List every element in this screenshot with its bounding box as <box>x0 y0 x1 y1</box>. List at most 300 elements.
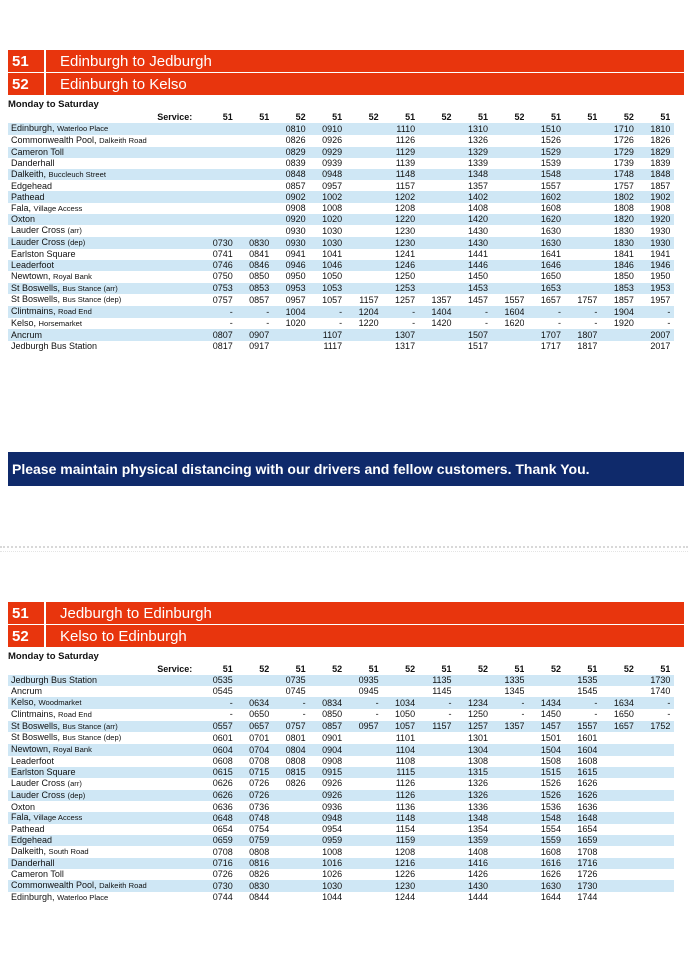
service-number: 52 <box>550 664 561 675</box>
departure-time: 1608 <box>540 846 561 857</box>
stop-label: Clintmains, <box>11 306 56 317</box>
departure-time: 1908 <box>650 203 671 214</box>
departure-time: 0826 <box>285 135 306 146</box>
departure-time <box>342 835 378 846</box>
departure-time: 0815 <box>269 767 305 778</box>
departure-time: 1752 <box>634 721 670 733</box>
departure-time: - <box>342 697 378 709</box>
service-number: 51 <box>259 112 270 123</box>
departure-time: 1557 <box>561 721 597 733</box>
departure-time <box>342 744 378 756</box>
departure-time: 1757 <box>577 294 598 305</box>
route-header-row <box>8 602 684 625</box>
departure-time: - <box>306 306 342 318</box>
departure-time: 0920 <box>269 214 305 225</box>
departure-time <box>196 203 232 215</box>
departure-time: 1526 <box>524 790 560 802</box>
departure-time <box>415 214 451 225</box>
departure-time: 1050 <box>395 709 416 720</box>
departure-time: 1557 <box>504 294 525 305</box>
departure-time <box>415 180 451 191</box>
departure-time: 1802 <box>597 191 633 202</box>
departure-time <box>488 203 524 215</box>
departure-time <box>488 271 524 283</box>
departure-time: 1408 <box>467 203 489 214</box>
departure-time: 0926 <box>322 135 343 146</box>
departure-time: 1041 <box>322 248 343 259</box>
departure-time: 1304 <box>452 744 488 756</box>
departure-time <box>269 790 305 802</box>
departure-time: 1148 <box>379 812 415 824</box>
departure-time <box>415 744 451 756</box>
departure-time <box>269 341 305 352</box>
departure-time <box>597 812 633 824</box>
departure-time <box>342 191 378 202</box>
departure-time <box>488 892 524 904</box>
departure-time <box>488 191 524 202</box>
departure-time: 1326 <box>452 790 488 802</box>
departure-time: - <box>229 709 233 720</box>
departure-time: 0808 <box>285 755 306 766</box>
departure-time: 1315 <box>452 767 488 778</box>
departure-time: 0948 <box>306 169 342 181</box>
departure-time: - <box>339 318 343 329</box>
departure-time: 1830 <box>597 237 633 249</box>
departure-time <box>342 147 378 158</box>
departure-time <box>561 180 597 191</box>
departure-time: 0902 <box>269 191 305 202</box>
departure-time: 1539 <box>540 157 561 168</box>
departure-time: - <box>269 697 305 709</box>
stop-label: Newtown, <box>11 744 51 755</box>
departure-time <box>488 341 524 352</box>
departure-time: 1657 <box>540 294 561 305</box>
departure-time: 1739 <box>613 157 634 168</box>
departure-time: 0746 <box>196 260 232 271</box>
departure-time <box>269 329 305 340</box>
departure-time: 1657 <box>597 721 633 733</box>
departure-time <box>597 858 633 869</box>
table-row <box>8 147 674 158</box>
route-header-row <box>8 73 684 95</box>
departure-time: 0957 <box>322 180 343 191</box>
stop-detail: Buccleuch Street <box>48 169 106 179</box>
departure-time <box>415 801 451 812</box>
departure-time <box>488 858 524 869</box>
stop-name <box>8 169 196 181</box>
departure-time: 0716 <box>196 858 232 869</box>
departure-time: 1145 <box>432 686 452 697</box>
table-row <box>8 686 674 697</box>
departure-time <box>561 225 597 237</box>
departure-time <box>488 135 524 147</box>
departure-time <box>233 686 269 697</box>
departure-time: 1826 <box>650 135 671 146</box>
departure-time: 1326 <box>467 778 489 789</box>
departure-time <box>597 801 633 812</box>
departure-time <box>233 675 269 686</box>
departure-time: 1654 <box>577 824 598 835</box>
departure-time <box>415 237 451 249</box>
departure-time: 1257 <box>395 294 416 305</box>
operating-days: Monday to Saturday <box>8 99 99 110</box>
departure-time: 1434 <box>524 697 560 709</box>
departure-time: 1946 <box>634 260 670 271</box>
table-row <box>8 191 674 202</box>
departure-time: 1820 <box>597 214 633 225</box>
departure-time: 1230 <box>395 225 416 236</box>
departure-time: 1246 <box>379 260 415 271</box>
departure-time: 1526 <box>540 778 561 789</box>
departure-time <box>379 675 415 686</box>
departure-time: 1104 <box>379 744 415 756</box>
departure-time <box>488 214 524 225</box>
departure-time: 1202 <box>379 191 415 202</box>
departure-time <box>415 158 451 169</box>
stop-label: Lauder Cross <box>11 789 66 800</box>
departure-time: 1507 <box>452 329 488 340</box>
departure-time <box>488 778 524 790</box>
departure-time: 1601 <box>577 732 598 743</box>
stop-name <box>8 880 196 892</box>
departure-time <box>634 767 670 778</box>
departure-time <box>415 329 451 340</box>
departure-time <box>488 283 524 295</box>
departure-time <box>342 329 378 340</box>
departure-time: 1441 <box>467 248 489 259</box>
route-name: Kelso to Edinburgh <box>60 627 187 645</box>
departure-time: 1226 <box>395 869 416 880</box>
departure-time <box>415 880 451 892</box>
departure-time <box>561 271 597 283</box>
departure-time: - <box>196 697 232 709</box>
departure-time <box>634 756 670 767</box>
table-row <box>8 846 674 858</box>
departure-time: 1510 <box>524 123 560 135</box>
departure-time: 0648 <box>196 812 232 824</box>
table-row <box>8 318 674 330</box>
departure-time: 1317 <box>395 340 416 351</box>
departure-time <box>452 686 488 697</box>
departure-time <box>342 225 378 237</box>
table-row <box>8 824 674 835</box>
stop-label: Earlston Square <box>11 248 76 259</box>
departure-time: 1648 <box>561 812 597 824</box>
departure-time: 0834 <box>306 697 342 709</box>
departure-time: 1726 <box>577 869 598 880</box>
departure-time: 1853 <box>597 283 633 295</box>
departure-time: 1020 <box>285 318 306 329</box>
departure-time <box>269 835 305 846</box>
departure-time: 1326 <box>467 135 489 146</box>
departure-time: - <box>415 697 451 709</box>
departure-time <box>597 767 633 778</box>
departure-time: 1357 <box>467 180 489 191</box>
departure-time: 1508 <box>540 755 561 766</box>
service-number: 52 <box>405 664 416 675</box>
departure-time: 1830 <box>613 225 634 236</box>
departure-time: - <box>561 697 597 709</box>
departure-time <box>269 812 305 824</box>
departure-time: - <box>667 318 671 329</box>
service-number: 51 <box>660 664 671 675</box>
route-number: 52 <box>8 73 46 95</box>
departure-time: 1930 <box>634 237 670 249</box>
departure-time <box>561 158 597 169</box>
departure-time <box>415 225 451 237</box>
stop-name <box>8 123 196 135</box>
timetable-inbound <box>8 664 674 904</box>
departure-time: - <box>412 318 416 329</box>
table-row <box>8 756 674 767</box>
departure-time: 0634 <box>233 697 269 709</box>
stop-name <box>8 214 196 225</box>
departure-time <box>342 880 378 892</box>
departure-time: 1848 <box>634 169 670 181</box>
departure-time: 0701 <box>249 732 270 743</box>
departure-time: 1157 <box>359 294 379 305</box>
departure-time: 1308 <box>467 755 489 766</box>
departure-time: 0850 <box>249 271 270 282</box>
departure-time: 0935 <box>342 675 378 686</box>
departure-time: 1626 <box>561 790 597 802</box>
stop-name <box>8 341 196 352</box>
departure-time <box>488 169 524 181</box>
departure-time: 1046 <box>306 260 342 271</box>
departure-time <box>488 824 524 835</box>
table-row <box>8 835 674 846</box>
departure-time <box>561 191 597 202</box>
service-number: 51 <box>660 112 671 123</box>
departure-time: 1050 <box>322 271 343 282</box>
departure-time <box>233 123 269 135</box>
departure-time: 1148 <box>379 169 415 181</box>
departure-time <box>415 341 451 352</box>
departure-time: 0626 <box>212 778 233 789</box>
route-header-row <box>8 625 684 647</box>
stop-label: Lauder Cross <box>11 777 66 788</box>
departure-time: 1559 <box>524 835 560 846</box>
departure-time <box>561 123 597 135</box>
departure-time: 1430 <box>467 225 489 236</box>
table-row <box>8 180 674 191</box>
departure-time: - <box>667 709 671 720</box>
departure-time: 1839 <box>650 157 671 168</box>
departure-time: 1829 <box>634 147 670 158</box>
departure-time <box>415 767 451 778</box>
table-row <box>8 237 674 249</box>
departure-time: 1517 <box>467 340 489 351</box>
departure-time: - <box>229 318 233 329</box>
stop-detail: Dalkeith Road <box>99 135 147 145</box>
departure-time: 1748 <box>597 169 633 181</box>
table-row <box>8 767 674 778</box>
departure-time: 0826 <box>285 778 306 789</box>
departure-time: - <box>488 697 524 709</box>
departure-time: 1020 <box>306 214 342 225</box>
stop-name <box>8 147 196 158</box>
departure-time: 0744 <box>212 892 233 903</box>
service-number: 51 <box>222 664 233 675</box>
departure-time: 1208 <box>395 846 416 857</box>
stop-name <box>8 318 196 330</box>
departure-time: 1653 <box>524 283 560 295</box>
departure-time: 1644 <box>540 892 561 903</box>
departure-time <box>233 147 269 158</box>
departure-time <box>342 858 378 869</box>
stop-detail: (arr) <box>67 778 82 788</box>
departure-time <box>488 180 524 191</box>
departure-time <box>415 824 451 835</box>
departure-time: 1602 <box>524 191 560 202</box>
stop-label: Kelso, <box>11 317 37 328</box>
stop-detail: Royal Bank <box>53 745 92 755</box>
departure-time: - <box>634 697 670 709</box>
service-number: 52 <box>441 112 452 123</box>
departure-time <box>634 812 670 824</box>
departure-time: 1626 <box>540 869 561 880</box>
stop-detail: Woodmarket <box>38 698 82 708</box>
departure-time <box>233 225 269 237</box>
departure-time: - <box>485 318 489 329</box>
departure-time: 0953 <box>269 283 305 295</box>
departure-time: 1846 <box>597 260 633 271</box>
departure-time: 1250 <box>395 271 416 282</box>
departure-time: 1110 <box>379 123 415 135</box>
stop-name <box>8 790 196 802</box>
departure-time: 1729 <box>597 147 633 158</box>
departure-time <box>561 169 597 181</box>
stop-name <box>8 283 196 295</box>
departure-time: 0857 <box>249 294 270 305</box>
departure-time: 0910 <box>306 123 342 135</box>
departure-time <box>342 260 378 271</box>
departure-time: 1420 <box>452 214 488 225</box>
departure-time: 1708 <box>577 846 598 857</box>
departure-time: - <box>375 709 379 720</box>
departure-time <box>597 778 633 790</box>
departure-time: 0726 <box>233 790 269 802</box>
departure-time: 1545 <box>577 686 598 697</box>
service-number: 51 <box>478 112 489 123</box>
departure-time: 0636 <box>212 801 233 812</box>
stop-name <box>8 732 196 744</box>
departure-time: 0557 <box>196 721 232 733</box>
departure-time <box>524 675 560 686</box>
stop-name <box>8 892 196 904</box>
departure-time <box>561 135 597 147</box>
departure-time <box>342 778 378 790</box>
route-name: Edinburgh to Jedburgh <box>60 52 212 70</box>
timetable-outbound <box>8 112 674 352</box>
departure-time: - <box>561 306 597 318</box>
departure-time: 1608 <box>577 755 598 766</box>
stop-name <box>8 835 196 846</box>
departure-time <box>415 732 451 744</box>
stop-detail: Horsemarket <box>38 318 82 328</box>
departure-time: - <box>266 318 270 329</box>
departure-time: 1030 <box>322 225 343 236</box>
departure-time: 0945 <box>358 686 379 697</box>
departure-time: 1348 <box>452 169 488 181</box>
stop-detail: Bus Stance (dep) <box>62 733 122 743</box>
departure-time <box>233 214 269 225</box>
departure-time: 1241 <box>395 248 416 259</box>
stop-name <box>8 237 196 249</box>
departure-time: 1630 <box>524 237 560 249</box>
departure-time: 1404 <box>415 306 451 318</box>
departure-time: 1535 <box>561 675 597 686</box>
departure-time <box>634 846 670 858</box>
departure-time: 0759 <box>233 835 269 846</box>
table-row <box>8 880 674 892</box>
stop-label: Jedburgh Bus Station <box>11 675 98 686</box>
departure-time: 1159 <box>379 835 415 846</box>
departure-time: 0704 <box>233 744 269 756</box>
departure-time: - <box>521 709 525 720</box>
departure-time: 0626 <box>196 790 232 802</box>
departure-time <box>415 790 451 802</box>
departure-time: 1620 <box>504 318 525 329</box>
departure-time: 0615 <box>196 767 232 778</box>
stop-label: Jedburgh Bus Station <box>11 340 98 351</box>
departure-time <box>269 824 305 835</box>
departure-time <box>561 237 597 249</box>
departure-time <box>597 341 633 352</box>
stop-label: Fala, <box>11 202 32 213</box>
departure-time <box>634 858 670 869</box>
stop-name <box>8 306 196 318</box>
table-row <box>8 294 674 306</box>
departure-time: 1107 <box>306 329 342 340</box>
table-row <box>8 249 674 260</box>
departure-time <box>634 892 670 904</box>
departure-time: 0816 <box>233 858 269 869</box>
stop-detail: Dalkeith Road <box>99 881 147 891</box>
stop-detail: South Road <box>48 847 89 857</box>
departure-time <box>634 869 670 880</box>
stop-detail: Waterloo Place <box>57 892 109 902</box>
service-header-row <box>8 112 674 123</box>
departure-time: 1126 <box>395 778 416 789</box>
stop-label: Edinburgh, <box>11 891 55 902</box>
stop-label: Dalkeith, <box>11 168 47 179</box>
departure-time <box>342 790 378 802</box>
service-header-row <box>8 664 674 675</box>
departure-time: 1730 <box>561 880 597 892</box>
departure-time <box>342 732 378 744</box>
stop-label: Cameron Toll <box>11 869 64 880</box>
departure-time: 0757 <box>212 294 233 305</box>
departure-time: 1157 <box>415 721 451 733</box>
departure-time: 1053 <box>306 283 342 295</box>
departure-time: 0954 <box>322 824 343 835</box>
departure-time: 0957 <box>342 721 378 733</box>
service-number: 51 <box>405 112 416 123</box>
departure-time: 1930 <box>650 225 671 236</box>
departure-time <box>342 767 378 778</box>
stop-detail: Waterloo Place <box>57 124 109 134</box>
departure-time: 0741 <box>212 248 233 259</box>
table-row <box>8 709 674 721</box>
stop-name <box>8 778 196 790</box>
departure-time: 1807 <box>561 329 597 340</box>
departure-time: 0936 <box>322 801 343 812</box>
departure-time: 1354 <box>467 824 489 835</box>
departure-time <box>415 203 451 215</box>
departure-time: 0948 <box>306 812 342 824</box>
departure-time: 0736 <box>249 801 270 812</box>
